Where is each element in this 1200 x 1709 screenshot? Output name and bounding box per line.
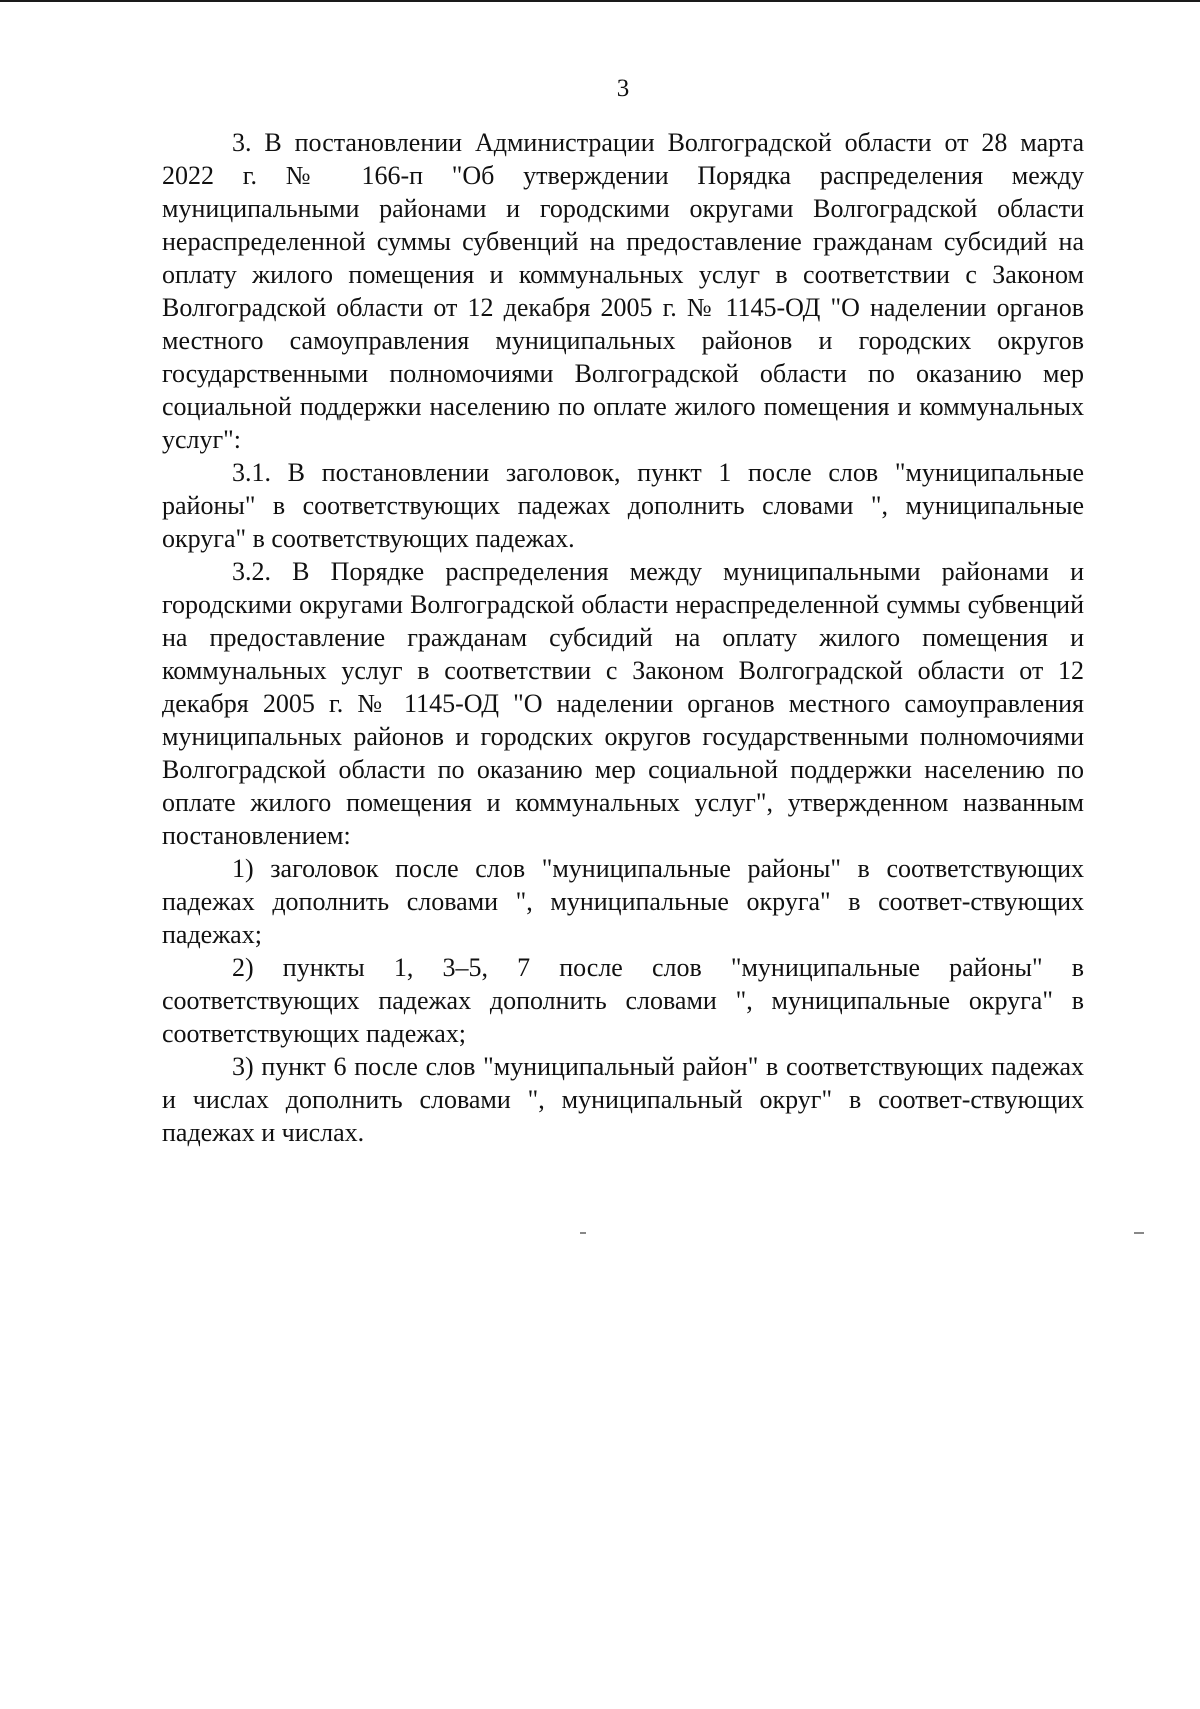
paragraph-3: 3. В постановлении Администрации Волгоградской области от 28 марта 2022 г. № 166-п "Об утверждении Порядка распределения между муниципальными районами и городскими округами Волгоградской области нераспределенной суммы субвенций на предоставление гражданам субсидий на оплату жилого помещения и коммунальных услуг в соответствии с Законом Волгоградской области от 12 декабря 2005 г. № 1145-ОД "О наделении органов местного самоуправления муниципальных районов и городских округов государственными полномочиями Волгоградской области по оказанию мер социальной поддержки населению по оплате жилого помещения и коммунальных услуг":: [162, 128, 1084, 454]
document-body: [162, 126, 1084, 1149]
page-top-edge: [0, 0, 1200, 2]
page-number: 3: [616, 75, 630, 102]
scan-artifact-dash: [580, 1232, 586, 1234]
subitem-2: 2) пункты 1, 3–5, 7 после слов "муниципальные районы" в соответствующих падежах дополнить словами ", муниципальные округа" в соответствующих падежах;: [162, 953, 1084, 1048]
paragraph-3-2: 3.2. В Порядке распределения между муниципальными районами и городскими округами Волгоградской области нераспределенной суммы субвенций на предоставление гражданам субсидий на оплату жилого помещения и коммунальных услуг в соответствии с Законом Волгоградской области от 12 декабря 2005 г. № 1145-ОД "О наделении органов местного самоуправления муниципальных районов и городских округов государственными полномочиями Волгоградской области по оказанию мер социальной поддержки населению по оплате жилого помещения и коммунальных услуг", утвержденном названным постановлением:: [162, 557, 1084, 850]
paragraph-3-1: 3.1. В постановлении заголовок, пункт 1 после слов "муниципальные районы" в соответствующих падежах дополнить словами ", муниципальные округа" в соответствующих падежах.: [162, 458, 1084, 553]
subitem-3: 3) пункт 6 после слов "муниципальный район" в соответствующих падежах и числах дополнить словами ", муниципальный округ" в соответ-ствующих падежах и числах.: [162, 1052, 1084, 1147]
scan-artifact-dash: [1134, 1232, 1144, 1234]
subitem-1: 1) заголовок после слов "муниципальные районы" в соответствующих падежах дополнить словами ", муниципальные округа" в соответ-ствующих падежах;: [162, 854, 1084, 949]
